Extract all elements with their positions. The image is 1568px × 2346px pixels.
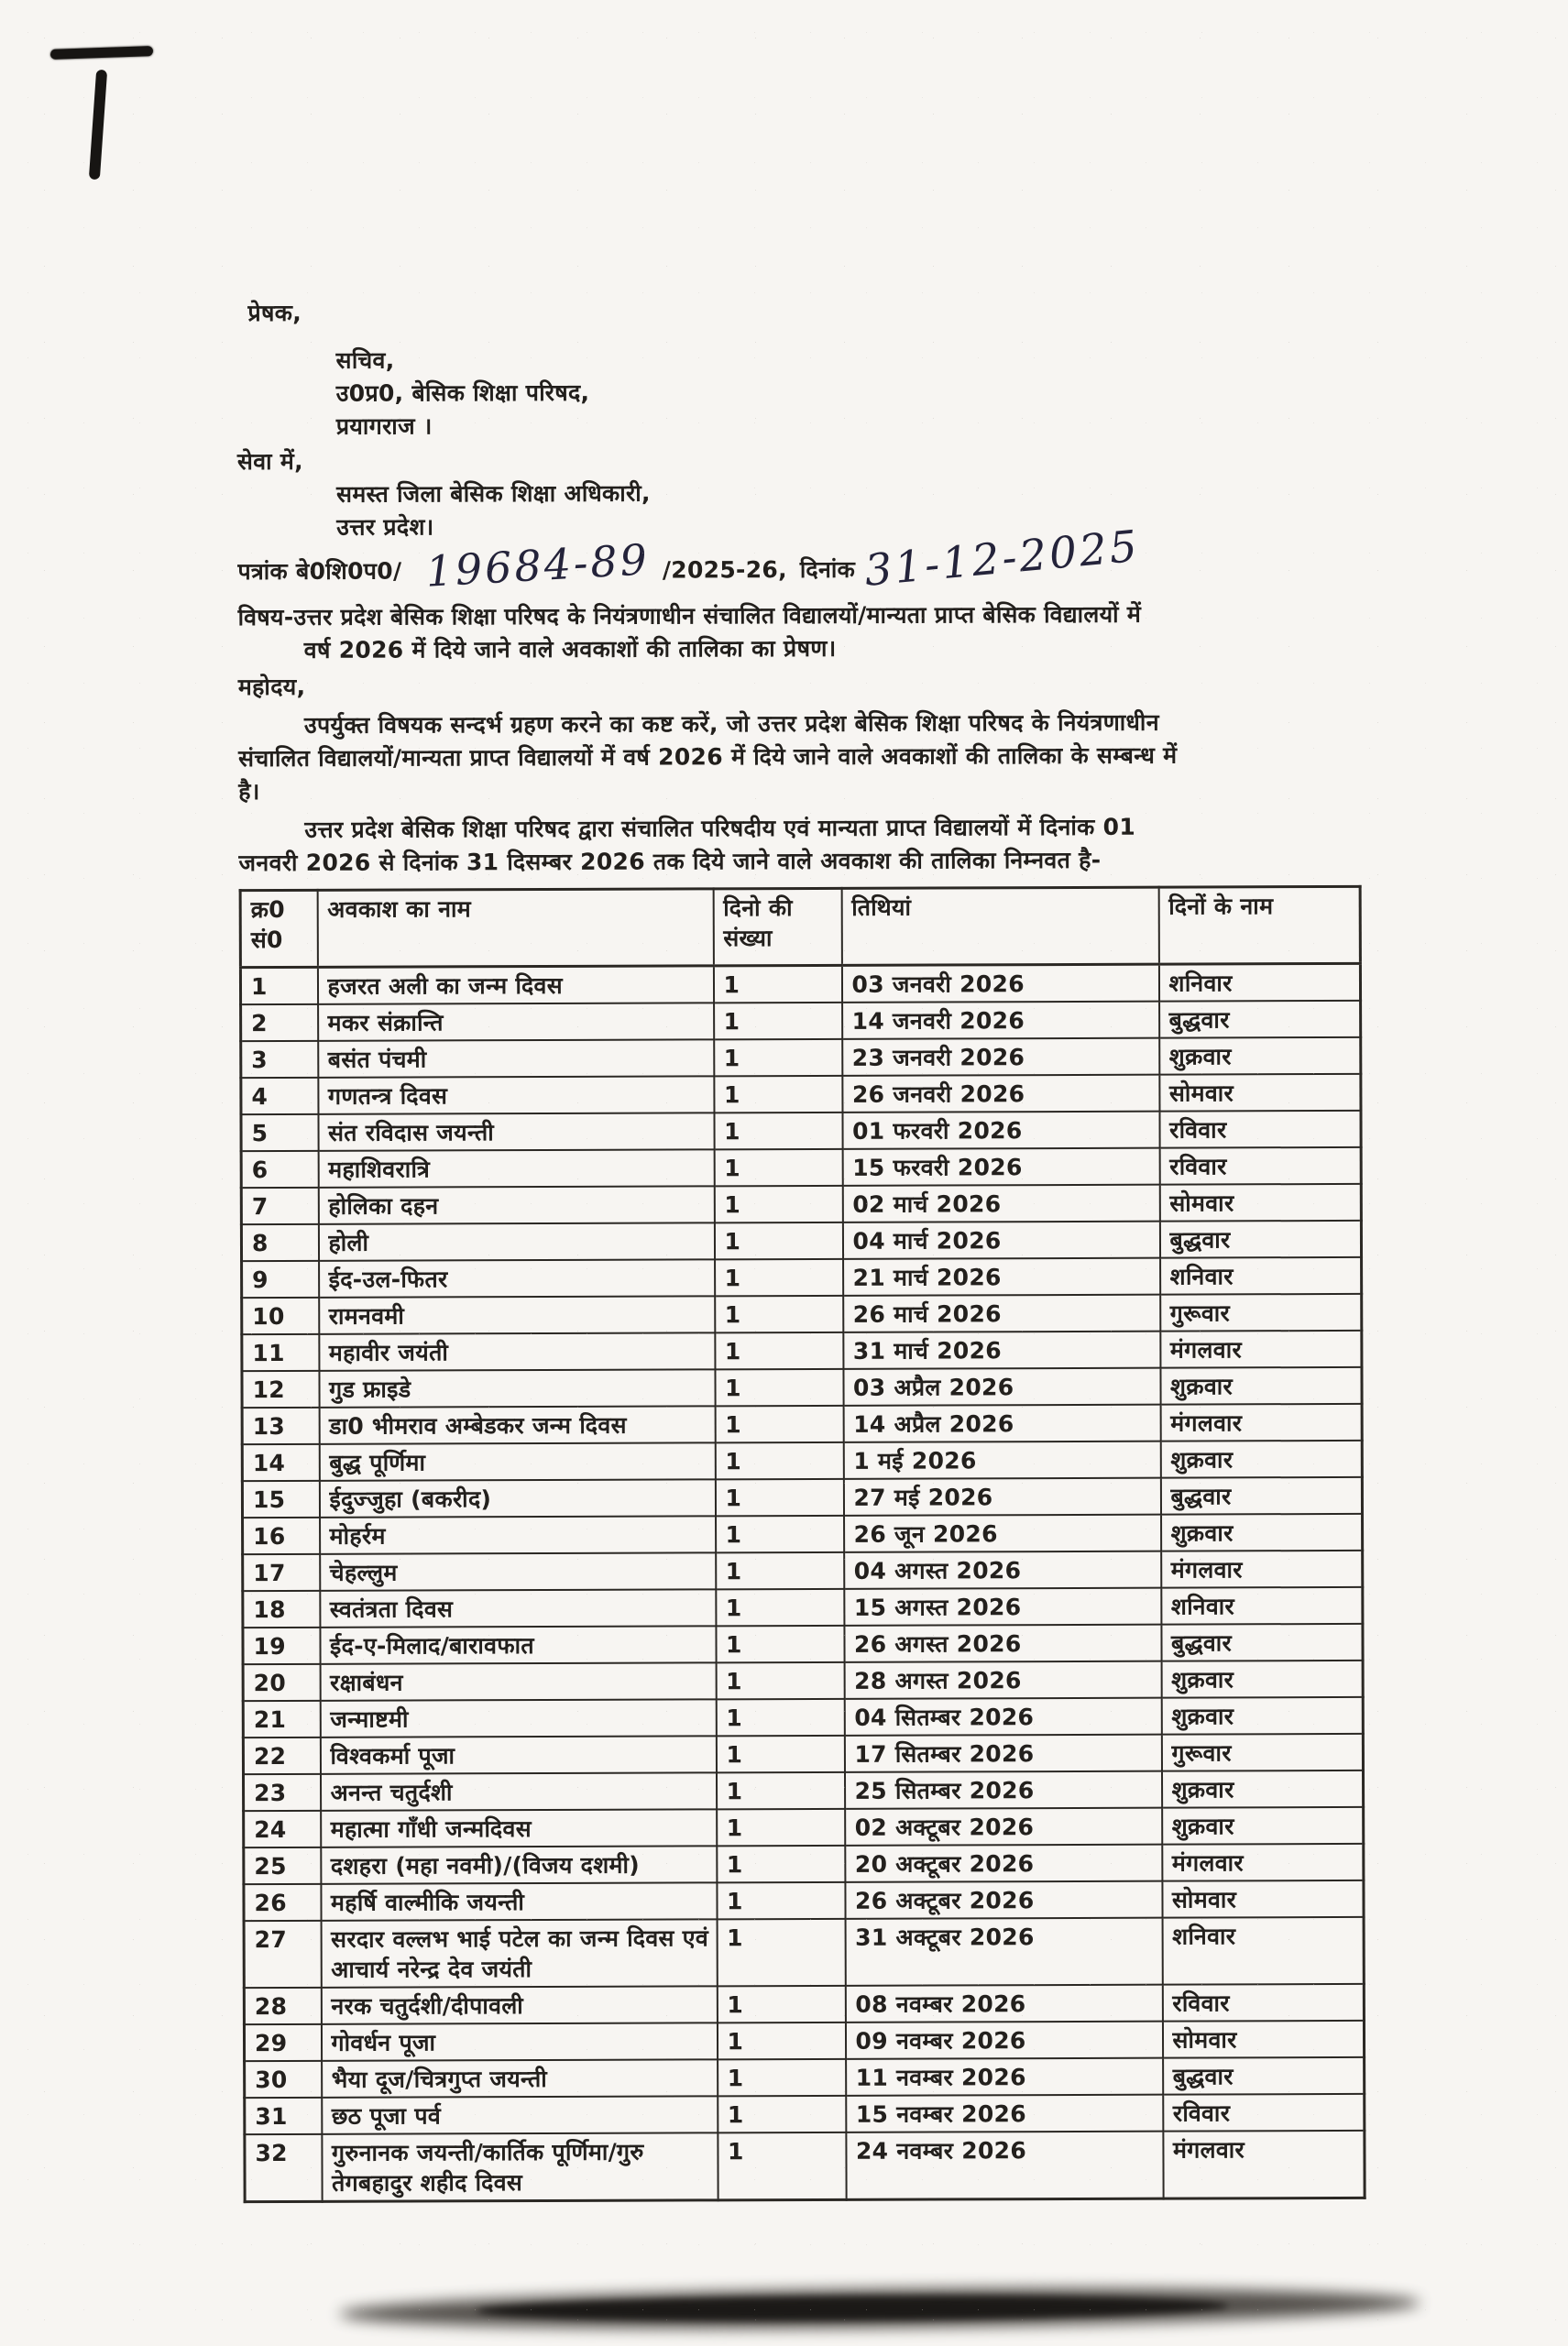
body-line: संचालित विद्यालयों/मान्यता प्राप्त विद्यालयों में वर्ष 2026 में दिये जाने वाले अवकाशों की तालिका के सम्बन्ध में: [238, 741, 1178, 773]
table-row: [244, 1844, 1364, 1884]
holiday-days-count: 1: [713, 965, 841, 1003]
recipient-label: सेवा में,: [236, 447, 303, 476]
holiday-days-count: 1: [714, 1222, 842, 1259]
holiday-date: 23 जनवरी 2026: [842, 1038, 1159, 1076]
holiday-weekday: शनिवार: [1160, 1257, 1362, 1295]
holiday-days-count: 1: [718, 2059, 846, 2096]
holiday-date: 03 अप्रैल 2026: [843, 1368, 1160, 1406]
body-line: उत्तर प्रदेश बेसिक शिक्षा परिषद द्वारा संचालित परिषदीय एवं मान्यता प्राप्त विद्यालयों में दिनांक 01: [304, 813, 1136, 843]
holiday-days-count: 1: [715, 1369, 843, 1406]
column-header-weekday: दिनों के नाम: [1158, 886, 1360, 964]
holiday-days-count: 1: [714, 1076, 842, 1113]
holiday-name: संत रविदास जयन्ती: [318, 1113, 714, 1151]
holiday-serial: 3: [241, 1041, 318, 1078]
holiday-days-count: 1: [715, 1406, 843, 1442]
holiday-weekday: मंगलवार: [1160, 1331, 1362, 1368]
holiday-name: विश्वकर्मा पूजा: [320, 1736, 716, 1774]
holiday-name: रक्षाबंधन: [320, 1662, 716, 1701]
column-header-dates: तिथियां: [841, 887, 1158, 965]
holiday-weekday: बुद्धवार: [1160, 1477, 1362, 1515]
table-row: [244, 1770, 1364, 1811]
holiday-serial: 30: [245, 2061, 322, 2098]
holiday-weekday: सोमवार: [1162, 2021, 1364, 2058]
date-label: दिनांक: [799, 555, 856, 584]
holiday-date: 02 अक्टूबर 2026: [845, 1808, 1162, 1846]
table-row: [242, 1441, 1362, 1481]
sender-line: प्रयागराज ।: [335, 412, 433, 440]
holiday-name: गुरुनानक जयन्ती/कार्तिक पूर्णिमा/गुरु तेगबहादुर शहीद दिवस: [322, 2132, 718, 2201]
holiday-days-count: 1: [716, 1662, 844, 1699]
holiday-weekday: बुद्धवार: [1161, 1624, 1363, 1661]
holiday-days-count: 1: [716, 1589, 844, 1626]
holiday-date: 26 मार्च 2026: [843, 1295, 1160, 1332]
body-paragraph-2: [238, 810, 1367, 880]
holiday-serial: 11: [242, 1334, 319, 1371]
holiday-days-count: 1: [715, 1442, 843, 1479]
body-line: है।: [238, 778, 260, 806]
holiday-serial: 22: [243, 1738, 320, 1774]
holiday-days-count: 1: [717, 1809, 845, 1846]
holiday-serial: 25: [244, 1847, 321, 1884]
holiday-weekday: बुद्धवार: [1163, 2057, 1365, 2095]
holiday-serial: 29: [244, 2024, 321, 2061]
holiday-weekday: शुक्रवार: [1161, 1514, 1363, 1551]
holiday-date: 01 फरवरी 2026: [842, 1112, 1159, 1149]
holiday-days-count: 1: [714, 1003, 842, 1039]
holiday-weekday: मंगलवार: [1161, 1551, 1363, 1588]
table-row: [241, 1074, 1361, 1114]
table-row: [242, 1367, 1362, 1408]
holiday-serial: 2: [241, 1004, 318, 1041]
holiday-weekday: रविवार: [1159, 1147, 1361, 1185]
holiday-days-count: 1: [716, 1552, 844, 1589]
holiday-date: 17 सितम्बर 2026: [844, 1735, 1161, 1772]
body-paragraph-1: [238, 706, 1367, 808]
holiday-date: 26 जनवरी 2026: [842, 1075, 1159, 1113]
holiday-serial: 28: [244, 1988, 321, 2024]
table-row: [241, 1037, 1361, 1078]
holiday-name: हजरत अली का जन्म दिवस: [317, 966, 713, 1004]
holiday-weekday: मंगलवार: [1162, 1844, 1364, 1881]
holiday-date: 03 जनवरी 2026: [841, 964, 1158, 1003]
holiday-name: दशहरा (महा नवमी)/(विजय दशमी): [321, 1846, 717, 1884]
table-row: [242, 1294, 1362, 1334]
holiday-serial: 6: [241, 1151, 318, 1188]
holiday-date: 04 सितम्बर 2026: [844, 1698, 1161, 1736]
holiday-weekday: रविवार: [1162, 1984, 1364, 2022]
holiday-days-count: 1: [717, 2023, 845, 2059]
holiday-name: जन्माष्टमी: [320, 1699, 716, 1738]
holiday-weekday: शुक्रवार: [1160, 1441, 1362, 1478]
reference-year-suffix: /2025-26,: [662, 556, 787, 584]
holiday-name: होलिका दहन: [318, 1186, 714, 1224]
holiday-weekday: शनिवार: [1158, 963, 1360, 1001]
holiday-date: 14 अप्रैल 2026: [843, 1405, 1160, 1442]
pen-mark-vertical: [89, 70, 107, 181]
column-header-days: दिनो की संख्या: [713, 888, 841, 965]
holiday-weekday: सोमवार: [1159, 1184, 1361, 1222]
subject-line: वर्ष 2026 में दिये जाने वाले अवकाशों की तालिका का प्रेषण।: [303, 634, 837, 663]
holiday-date: 26 अगस्त 2026: [844, 1625, 1161, 1662]
holiday-weekday: सोमवार: [1159, 1074, 1361, 1112]
holiday-serial: 9: [242, 1261, 319, 1298]
holiday-serial: 21: [243, 1701, 320, 1738]
holiday-serial: 13: [242, 1408, 319, 1444]
sender-address: [336, 341, 1366, 444]
salutation: महोदय,: [237, 673, 306, 701]
holiday-days-count: 1: [716, 1736, 844, 1772]
holiday-weekday: शुक्रवार: [1162, 1807, 1364, 1845]
table-row: [243, 1551, 1363, 1591]
holiday-name: महाशिवरात्रि: [318, 1149, 714, 1188]
holiday-name: मोहर्रम: [320, 1516, 716, 1554]
holiday-serial: 5: [241, 1114, 318, 1151]
holiday-date: 25 सितम्बर 2026: [844, 1771, 1161, 1809]
holiday-date: 04 अगस्त 2026: [844, 1551, 1161, 1589]
holiday-date: 31 अक्टूबर 2026: [845, 1918, 1162, 1986]
holiday-weekday: सोमवार: [1162, 1880, 1364, 1918]
holiday-name: गुड फ्राइडे: [319, 1369, 715, 1408]
holiday-name: गोवर्धन पूजा: [321, 2023, 717, 2061]
holiday-serial: 18: [243, 1591, 320, 1628]
table-row: [241, 1184, 1361, 1224]
holiday-date: 26 जून 2026: [844, 1515, 1161, 1552]
handwritten-letter-number: 19684-89: [424, 534, 652, 597]
holiday-days-count: 1: [714, 1149, 842, 1186]
recipient-line: समस्त जिला बेसिक शिक्षा अधिकारी,: [336, 479, 651, 508]
holiday-days-count: 1: [717, 1882, 845, 1919]
holiday-table-header: [240, 886, 1360, 967]
holiday-serial: 14: [242, 1444, 319, 1481]
holiday-days-count: 1: [714, 1113, 842, 1149]
holiday-days-count: 1: [715, 1296, 843, 1332]
holiday-weekday: मंगलवार: [1163, 2131, 1365, 2198]
holiday-serial: 4: [241, 1078, 318, 1114]
holiday-date: 11 नवम्बर 2026: [846, 2058, 1163, 2096]
holiday-serial: 1: [240, 967, 317, 1004]
holiday-name: रामनवमी: [319, 1296, 715, 1334]
holiday-serial: 15: [242, 1481, 319, 1518]
recipient-address: [336, 475, 1366, 544]
holiday-weekday: शुक्रवार: [1161, 1697, 1363, 1735]
table-row: [242, 1257, 1362, 1298]
pen-mark-horizontal: [50, 46, 153, 60]
holiday-serial: 8: [241, 1224, 318, 1261]
body-line: उपर्युक्त विषयक सन्दर्भ ग्रहण करने का कष्ट करें, जो उत्तर प्रदेश बेसिक शिक्षा परिषद के नियंत्रणाधीन: [303, 708, 1159, 739]
holiday-serial: 26: [244, 1884, 321, 1921]
holiday-days-count: 1: [717, 1846, 845, 1882]
holiday-name: बुद्ध पूर्णिमा: [319, 1442, 715, 1481]
holiday-weekday: बुद्धवार: [1159, 1221, 1361, 1258]
holiday-date: 09 नवम्बर 2026: [845, 2022, 1162, 2059]
holiday-table: [239, 885, 1366, 2203]
holiday-days-count: 1: [716, 1626, 844, 1662]
holiday-date: 31 मार्च 2026: [843, 1332, 1160, 1369]
holiday-serial: 17: [243, 1554, 320, 1591]
sender-line: उ0प्र0, बेसिक शिक्षा परिषद,: [335, 378, 590, 407]
holiday-name: महर्षि वाल्मीकि जयन्ती: [321, 1882, 717, 1921]
holiday-weekday: शुक्रवार: [1161, 1770, 1363, 1808]
holiday-name: अनन्त चतुर्दशी: [320, 1772, 716, 1811]
holiday-name: महात्मा गाँधी जन्मदिवस: [321, 1809, 717, 1847]
table-row: [243, 1661, 1363, 1701]
table-row: [243, 1624, 1363, 1664]
holiday-weekday: शुक्रवार: [1159, 1037, 1361, 1075]
holiday-days-count: 1: [716, 1516, 844, 1552]
holiday-days-count: 1: [715, 1259, 843, 1296]
table-row: [240, 963, 1360, 1004]
holiday-name: स्वतंत्रता दिवस: [320, 1589, 716, 1628]
holiday-name: बसंत पंचमी: [318, 1039, 714, 1078]
holiday-date: 14 जनवरी 2026: [842, 1002, 1159, 1039]
holiday-serial: 10: [242, 1298, 319, 1334]
holiday-name: मकर संक्रान्ति: [318, 1003, 714, 1041]
table-row: [244, 1984, 1364, 2024]
table-row: [244, 2021, 1364, 2061]
holiday-weekday: गुरूवार: [1160, 1294, 1362, 1332]
sender-line: सचिव,: [335, 346, 395, 374]
table-row: [242, 1477, 1362, 1518]
holiday-date: 15 नवम्बर 2026: [846, 2095, 1163, 2132]
holiday-serial: 27: [244, 1921, 321, 1988]
holiday-table-body: [240, 963, 1365, 2201]
holiday-name: सरदार वल्लभ भाई पटेल का जन्म दिवस एवं आचार्य नरेन्द्र देव जयंती: [321, 1919, 717, 1988]
holiday-weekday: गुरूवार: [1161, 1734, 1363, 1771]
holiday-serial: 20: [243, 1664, 320, 1701]
table-row: [242, 1331, 1362, 1371]
table-row: [243, 1734, 1363, 1774]
holiday-days-count: 1: [715, 1332, 843, 1369]
table-row: [243, 1514, 1363, 1554]
holiday-weekday: रविवार: [1159, 1111, 1361, 1148]
holiday-weekday: बुद्धवार: [1159, 1001, 1361, 1038]
holiday-days-count: 1: [718, 2132, 846, 2200]
holiday-days-count: 1: [718, 2096, 846, 2132]
body-line: जनवरी 2026 से दिनांक 31 दिसम्बर 2026 तक दिये जाने वाले अवकाश की तालिका निम्नवत है-: [238, 846, 1102, 877]
reference-prefix: पत्रांक बे0शि0प0/: [237, 557, 402, 586]
holiday-name: ईदुज्जुहा (बकरीद): [319, 1479, 715, 1518]
table-row: [241, 1001, 1361, 1041]
holiday-date: 26 अक्टूबर 2026: [845, 1881, 1162, 1919]
holiday-date: 08 नवम्बर 2026: [845, 1985, 1162, 2023]
holiday-name: नरक चतुर्दशी/दीपावली: [321, 1986, 717, 2024]
table-row: [243, 1697, 1363, 1738]
holiday-serial: 24: [244, 1811, 321, 1847]
holiday-date: 21 मार्च 2026: [843, 1258, 1160, 1296]
holiday-days-count: 1: [714, 1186, 842, 1222]
holiday-name: छठ पूजा पर्व: [322, 2096, 718, 2134]
holiday-days-count: 1: [717, 1919, 845, 1986]
holiday-date: 15 फरवरी 2026: [842, 1148, 1159, 1186]
holiday-date: 28 अगस्त 2026: [844, 1661, 1161, 1699]
table-row: [245, 2131, 1365, 2202]
holiday-name: भैया दूज/चित्रगुप्त जयन्ती: [322, 2059, 718, 2098]
table-row: [244, 1917, 1364, 1988]
table-row: [243, 1587, 1363, 1628]
table-row: [245, 2094, 1365, 2134]
holiday-weekday: मंगलवार: [1160, 1404, 1362, 1442]
holiday-serial: 23: [244, 1774, 321, 1811]
holiday-date: 15 अगस्त 2026: [844, 1588, 1161, 1626]
holiday-days-count: 1: [714, 1039, 842, 1076]
holiday-serial: 12: [242, 1371, 319, 1408]
column-header-name: अवकाश का नाम: [317, 889, 713, 968]
table-row: [241, 1111, 1361, 1151]
holiday-name: होली: [318, 1222, 714, 1261]
sender-label: प्रेषक,: [247, 299, 302, 327]
holiday-date: 24 नवम्बर 2026: [846, 2132, 1163, 2200]
subject-block: [238, 597, 1367, 667]
holiday-serial: 7: [241, 1188, 318, 1224]
holiday-name: ईद-ए-मिलाद/बारावफात: [320, 1626, 716, 1664]
holiday-name: चेहल्लुम: [320, 1552, 716, 1591]
holiday-days-count: 1: [716, 1772, 844, 1809]
holiday-date: 04 मार्च 2026: [842, 1222, 1159, 1259]
holiday-days-count: 1: [715, 1479, 843, 1516]
holiday-serial: 32: [245, 2134, 322, 2202]
subject-line: विषय-उत्तर प्रदेश बेसिक शिक्षा परिषद के नियंत्रणाधीन संचालित विद्यालयों/मान्यता प्राप्त बेसिक विद्यालयों में: [237, 600, 1142, 631]
holiday-days-count: 1: [716, 1699, 844, 1736]
holiday-weekday: शुक्रवार: [1161, 1661, 1363, 1698]
recipient-line: उत्तर प्रदेश।: [336, 513, 434, 541]
holiday-weekday: शुक्रवार: [1160, 1367, 1362, 1405]
holiday-weekday: शनिवार: [1162, 1917, 1364, 1985]
table-row: [244, 1807, 1364, 1847]
table-row: [241, 1221, 1361, 1261]
holiday-serial: 16: [243, 1518, 320, 1554]
holiday-serial: 31: [245, 2098, 322, 2134]
holiday-weekday: शनिवार: [1161, 1587, 1363, 1625]
holiday-name: डा0 भीमराव अम्बेडकर जन्म दिवस: [319, 1406, 715, 1444]
handwritten-date: 31-12-2025: [861, 521, 1142, 597]
holiday-name: गणतन्त्र दिवस: [318, 1076, 714, 1114]
letter-content: [236, 293, 1372, 2203]
column-header-serial: क्र0 सं0: [240, 890, 317, 967]
holiday-name: ईद-उल-फितर: [319, 1259, 715, 1298]
holiday-serial: 19: [243, 1628, 320, 1664]
holiday-days-count: 1: [717, 1986, 845, 2023]
table-row: [245, 2057, 1365, 2098]
holiday-date: 02 मार्च 2026: [842, 1185, 1159, 1222]
holiday-date: 27 मई 2026: [843, 1478, 1160, 1516]
table-row: [242, 1404, 1362, 1444]
holiday-name: महावीर जयंती: [319, 1332, 715, 1371]
holiday-weekday: रविवार: [1163, 2094, 1365, 2132]
table-row: [244, 1880, 1364, 1921]
holiday-date: 1 मई 2026: [843, 1442, 1160, 1479]
table-row: [241, 1147, 1361, 1188]
holiday-date: 20 अक्टूबर 2026: [845, 1845, 1162, 1882]
